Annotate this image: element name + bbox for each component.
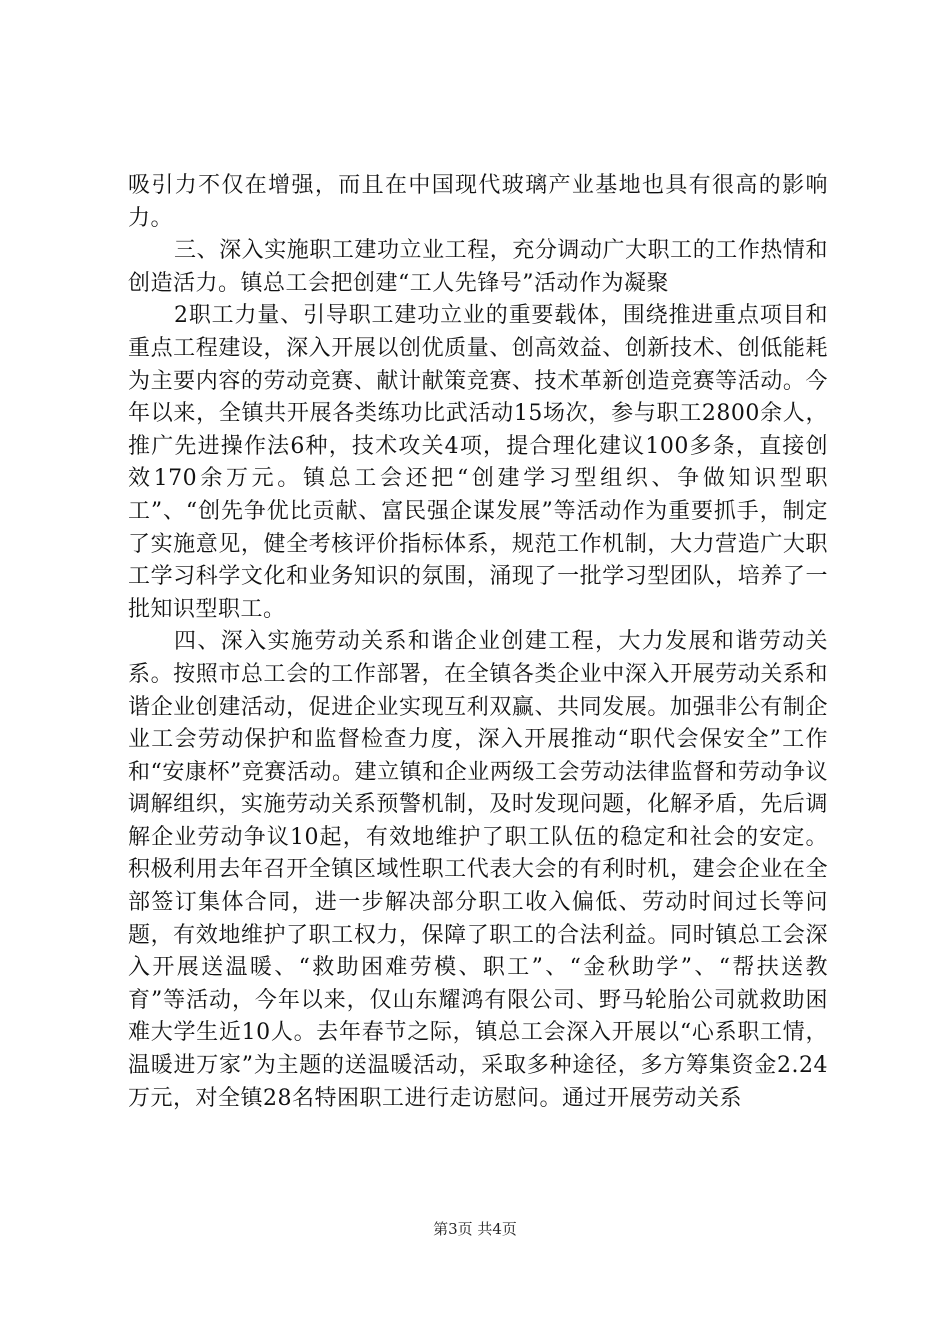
document-body	[128, 170, 828, 1115]
paragraph-section-three-continued: 2职工力量、引导职工建功立业的重要载体，围绕推进重点项目和重点工程建设，深入开展以创优质量、创高效益、创新技术、创低能耗为主要内容的劳动竞赛、献计献策竞赛、技术革新创造竞赛等活动。今年以来，全镇共开展各类练功比武活动15场次，参与职工2800余人，推广先进操作法6种，技术攻关4项，提合理化建议100多条，直接创效170余万元。镇总工会还把“创建学习型组织、争做知识型职工”、“创先争优比贡献、富民强企谋发展”等活动作为重要抓手，制定了实施意见，健全考核评价指标体系，规范工作机制，大力营造广大职工学习科学文化和业务知识的氛围，涌现了一批学习型团队，培养了一批知识型职工。	[128, 303, 828, 622]
paragraph-section-three: 三、深入实施职工建功立业工程，充分调动广大职工的工作热情和创造活力。镇总工会把创建“工人先锋号”活动作为凝聚	[128, 238, 828, 296]
paragraph-continuation: 吸引力不仅在增强，而且在中国现代玻璃产业基地也具有很高的影响力。	[128, 173, 828, 231]
page-number-footer: 第3页 共4页	[433, 1220, 517, 1238]
paragraph-section-four: 四、深入实施劳动关系和谐企业创建工程，大力发展和谐劳动关系。按照市总工会的工作部署，在全镇各类企业中深入开展劳动关系和谐企业创建活动，促进企业实现互利双赢、共同发展。加强非公有制企业工会劳动保护和监督检查力度，深入开展推动“职代会保安全”工作和“安康杯”竞赛活动。建立镇和企业两级工会劳动法律监督和劳动争议调解组织，实施劳动关系预警机制，及时发现问题，化解矛盾，先后调解企业劳动争议10起，有效地维护了职工队伍的稳定和社会的安定。积极利用去年召开全镇区域性职工代表大会的有利时机，建会企业在全部签订集体合同，进一步解决部分职工收入偏低、劳动时间过长等问题，有效地维护了职工权力，保障了职工的合法利益。同时镇总工会深入开展送温暖、“救助困难劳模、职工”、“金秋助学”、“帮扶送教育”等活动，今年以来，仅山东耀鸿有限公司、野马轮胎公司就救助困难大学生近10人。去年春节之际，镇总工会深入开展以“心系职工情，温暖进万家”为主题的送温暖活动，采取多种途径，多方筹集资金2.24万元，对全镇28名特困职工进行走访慰问。通过开展劳动关系	[128, 629, 828, 1111]
